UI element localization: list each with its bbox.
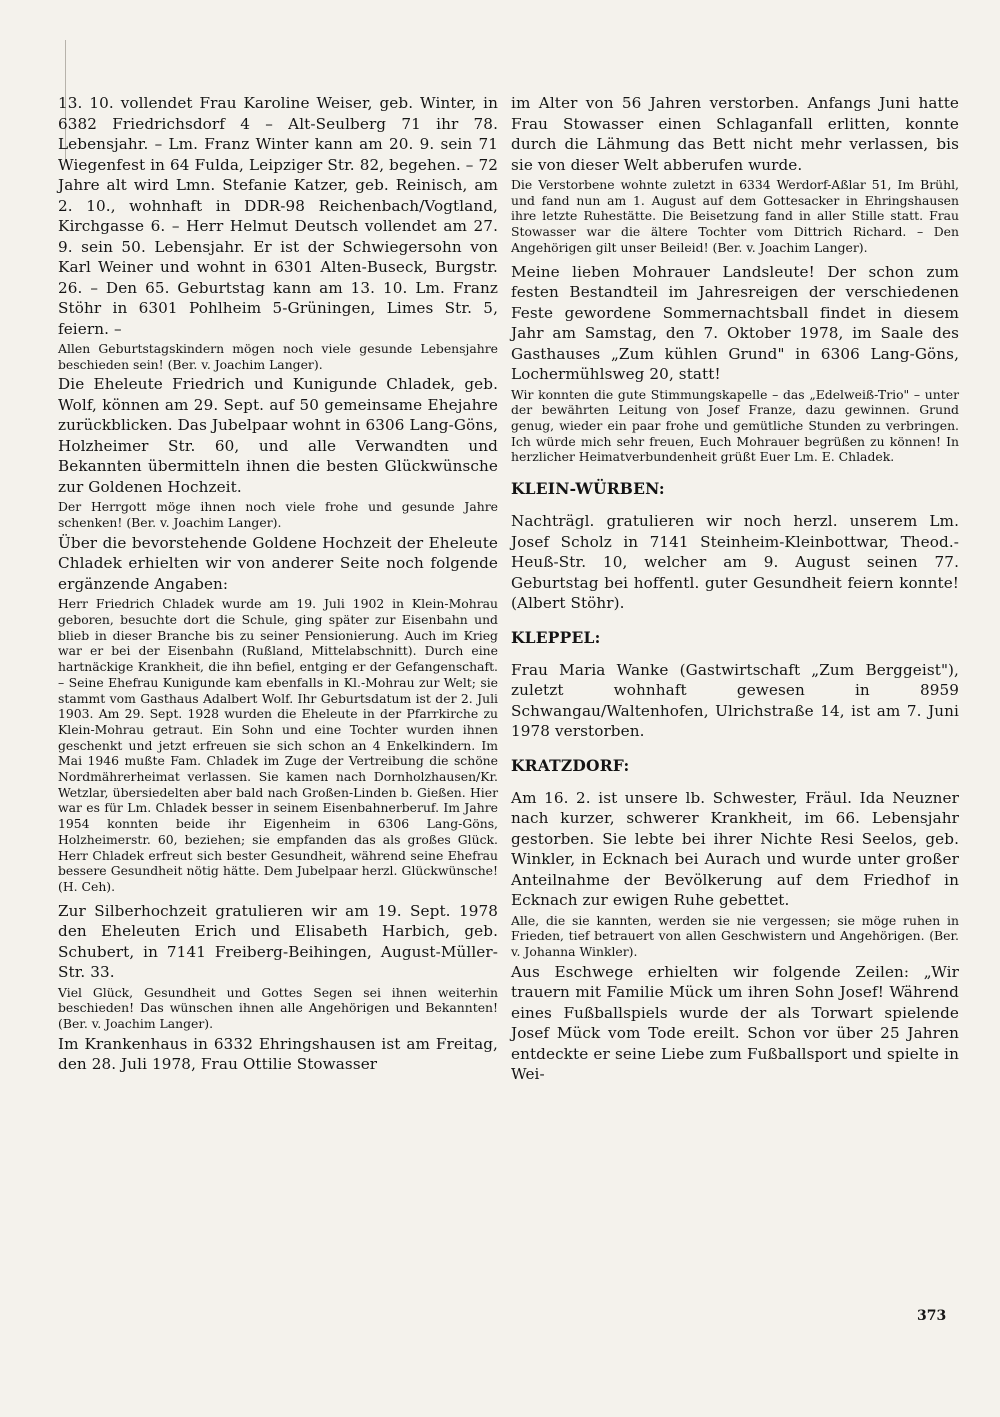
- golden-wedding-blessing: Der Herrgott möge ihnen noch viele frohe und gesunde Jahre schenken! (Ber. v. Joachim Langer).: [58, 499, 498, 531]
- kratzdorf-mourning: Alle, die sie kannten, werden sie nie vergessen; sie möge ruhen in Frieden, tief betrauert von allen Geschwistern und Angehörigen. (Ber. v. Johanna Winkler).: [511, 912, 959, 959]
- right-column: [511, 93, 959, 1087]
- kratzdorf-text: Am 16. 2. ist unsere lb. Schwester, Fräul. Ida Neuzner nach kurzer, schwerer Krankheit, im 66. Lebensjahr gestorben. Sie lebte bei ihrer Nichte Resi Seelos, geb. Winkler, in Ecknach bei Aurach und wurde unter großer Anteilnahme der Bevölkerung auf dem Friedhof in Ecknach zur ewigen Ruhe gebettet.: [511, 788, 959, 910]
- summer-ball-details: Wir konnten die gute Stimmungskapelle – das „Edelweiß-Trio" – unter der bewährten Leitung von Josef Franze, dazu gewinnen. Grund genug, wieder ein paar frohe und gemütliche Stunden zu verbringen. Ich würde mich sehr freuen, Euch Mohrauer begrüßen zu können! In herzlicher Heimatverbundenheit grüßt Euer Lm. E. Chladek.: [511, 386, 959, 465]
- birthday-announcements: 13. 10. vollendet Frau Karoline Weiser, geb. Winter, in 6382 Friedrichsdorf 4 – Alt-Seulberg 71 ihr 78. Lebensjahr. – Lm. Franz Winter kann am 20. 9. sein 71 Wiegenfest in 64 Fulda, Leipziger Str. 82, begehen. – 72 Jahre alt wird Lmn. Stefanie Katzer, geb. Reinisch, am 2. 10., wohnhaft in DDR-98 Reichenbach/Vogtland, Kirchgasse 6. – Herr Helmut Deutsch vollendet am 27. 9. sein 50. Lebensjahr. Er ist der Schwiegersohn von Karl Weiner und wohnt in 6301 Alten-Buseck, Burgstr. 26. – Den 65. Geburtstag kann am 13. 10. Lm. Franz Stöhr in 6301 Pohlheim 5-Grüningen, Limes Str. 5, feiern. –: [58, 94, 498, 338]
- silver-wedding-wishes: Viel Glück, Gesundheit und Gottes Segen sei ihnen weiterhin beschieden! Das wünschen ihnen alle Angehörigen und Bekannten! (Ber. v. Joachim Langer).: [58, 984, 498, 1032]
- eschwege-text: Aus Eschwege erhielten wir folgende Zeilen: „Wir trauern mit Familie Mück um ihren Sohn Josef! Während eines Fußballspiels wurde der als Torwart spielende Josef Mück vom Tode ereilt. Schon vor über 25 Jahren entdeckte er seine Liebe zum Fußballsport und spielte in Wei-: [511, 962, 959, 1084]
- obituary-start: Im Krankenhaus in 6332 Ehringshausen ist am Freitag, den 28. Juli 1978, Frau Ottilie Stowasser: [58, 1034, 498, 1074]
- chladek-biography: Herr Friedrich Chladek wurde am 19. Juli 1902 in Klein-Mohrau geboren, besuchte dort die Schule, ging später zur Eisenbahn und blieb in dieser Branche bis zu seiner Pensionierung. Auch im Krieg war er bei der Eisenbahn (Rußland, Mittelabschnitt). Durch eine hartnäckige Krankheit, die ihn befiel, entging er der Gefangenschaft. – Seine Ehefrau Kunigunde kam ebenfalls in Kl.-Mohrau zur Welt; sie stammt vom Gasthaus Adalbert Wolf. Ihr Geburtsdatum ist der 2. Juli 1903. Am 29. Sept. 1928 wurden die Eheleute in der Pfarrkirche zu Klein-Mohrau getraut. Ein Sohn und eine Tochter wurden ihnen geschenkt und jetzt erfreuen sie sich schon an 4 Enkelkindern. Im Mai 1946 mußte Fam. Chladek im Zuge der Vertreibung die schöne Nordmährerheimat verlassen. Sie kamen nach Dornholzhausen/Kr. Wetzlar, übersiedelten aber bald nach Großen-Linden b. Gießen. Hier war es für Lm. Chladek besser in seinem Eisenbahnerberuf. Im Jahre 1954 konnten beide ihr Eigenheim in 6306 Lang-Göns, Holzheimerstr. 60, beziehen; sie empfanden das als großes Glück. Herr Chladek erfreut sich bester Gesundheit, während seine Ehefrau bessere Gesundheit nötig hätte. Dem Jubelpaar herzl. Glückwünsche! (H. Ceh).: [58, 596, 498, 894]
- obituary-continued: im Alter von 56 Jahren verstorben. Anfangs Juni hatte Frau Stowasser einen Schlaganfall erlitten, konnte durch die Lähmung das Bett nicht mehr verlassen, bis sie von dieser Welt abberufen wurde.: [511, 94, 959, 174]
- klein-wuerben-text: Nachträgl. gratulieren wir noch herzl. unserem Lm. Josef Scholz in 7141 Steinheim-Kleinbottwar, Theod.-Heuß-Str. 10, welcher am 9. August seinen 77. Geburtstag bei hoffentl. guter Gesundheit feiern konnte! (Albert Stöhr).: [511, 512, 959, 613]
- golden-wedding-announcement: Die Eheleute Friedrich und Kunigunde Chladek, geb. Wolf, können am 29. Sept. auf 50 gemeinsame Ehejahre zurückblicken. Das Jubelpaar wohnt in 6306 Lang-Göns, Holzheimer Str. 60, und alle Verwandten und Bekannten übermitteln ihnen die besten Glückwünsche zur Goldenen Hochzeit.: [58, 375, 498, 496]
- left-column: [58, 93, 498, 1077]
- kleppel-text: Frau Maria Wanke (Gastwirtschaft „Zum Berggeist"), zuletzt wohnhaft gewesen in 8959 Schwangau/Waltenhofen, Ulrichstraße 14, ist am 7. Juni 1978 verstorben.: [511, 660, 959, 741]
- section-heading-kratzdorf: KRATZDORF:: [511, 755, 630, 775]
- section-heading-klein-wuerben: KLEIN-WÜRBEN:: [511, 479, 665, 499]
- birthday-wishes: Allen Geburtstagskindern mögen noch viele gesunde Lebensjahre beschieden sein! (Ber. v. Joachim Langer).: [58, 341, 498, 372]
- page-number: 373: [917, 1308, 947, 1324]
- obituary-details: Die Verstorbene wohnte zuletzt in 6334 Werdorf-Aßlar 51, Im Brühl, und fand nun am 1. August auf dem Gottesacker in Ehringshausen ihre letzte Ruhestätte. Die Beisetzung fand in aller Stille statt. Frau Stowasser war die ältere Tochter vom Dittrich Richard. – Den Angehörigen gilt unser Beileid! (Ber. v. Joachim Langer).: [511, 177, 959, 255]
- summer-ball-announcement: Meine lieben Mohrauer Landsleute! Der schon zum festen Bestandteil im Jahresreigen der verschiedenen Feste gewordene Sommernachtsball findet in diesem Jahr am Samstag, den 7. Oktober 1978, im Saale des Gasthauses „Zum kühlen Grund" in 6306 Lang-Göns, Lochermühlsweg 20, statt!: [511, 262, 959, 384]
- silver-wedding-announcement: Zur Silberhochzeit gratulieren wir am 19. Sept. 1978 den Eheleuten Erich und Elisabeth Harbich, geb. Schubert, in 7141 Freiberg-Beihingen, August-Müller-Str. 33.: [58, 901, 498, 982]
- section-heading-kleppel: KLEPPEL:: [511, 627, 601, 647]
- golden-wedding-intro: Über die bevorstehende Goldene Hochzeit der Eheleute Chladek erhielten wir von anderer Seite noch folgende ergänzende Angaben:: [58, 533, 498, 593]
